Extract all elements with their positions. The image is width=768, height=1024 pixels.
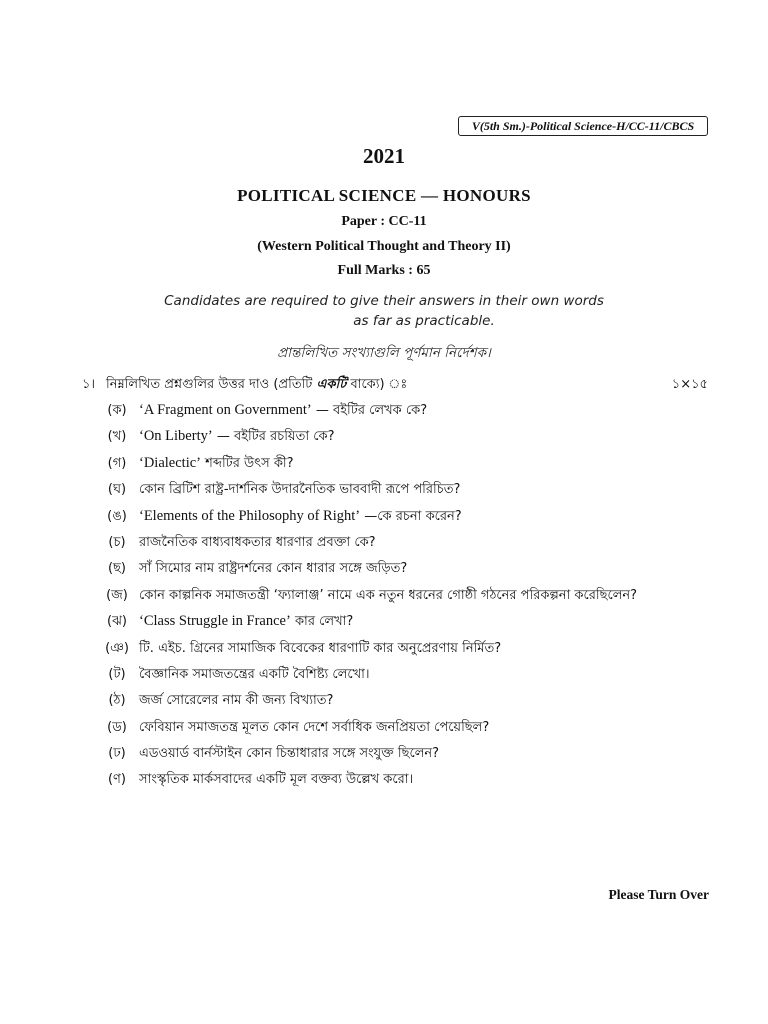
sub-question-text <box>139 718 489 739</box>
instruction-line-3: প্রান্তলিখিত সংখ্যাগুলি পূর্ণমান নির্দেশক। <box>277 345 491 361</box>
subject-title: POLITICAL SCIENCE — HONOURS <box>237 186 531 205</box>
sub-question-label: (ণ) <box>107 772 126 788</box>
sub-question-text <box>139 427 335 448</box>
sub-question-bengali: এডওয়ার্ড বার্নস্টাইন কোন চিন্তাধারার সঙ্গে সংযুক্ত ছিলেন? <box>139 746 440 762</box>
sub-question-label: (ঝ) <box>107 614 127 630</box>
sub-question-label: (ড) <box>107 719 127 735</box>
sub-question-item <box>0 586 768 612</box>
sub-question-text <box>139 770 413 791</box>
sub-question-list <box>0 401 768 797</box>
sub-question-bengali: কোন কাল্পনিক সমাজতন্ত্রী ‘ফ্যালাঞ্জ’ নামে এক নতুন ধরনের গোষ্ঠী গঠনের পরিকল্পনা করেছিলেন? <box>139 587 638 603</box>
sub-question-bengali: ফেবিয়ান সমাজতন্ত্র মূলত কোন দেশে সর্বাধিক জনপ্রিয়তা পেয়েছিল? <box>139 719 490 735</box>
sub-question-item <box>0 612 768 638</box>
sub-question-item <box>0 691 768 717</box>
sub-question-bengali: শব্দটির উৎস কী? <box>201 455 294 471</box>
question-text-post: বাক্যে) ঃ <box>346 377 408 392</box>
sub-question-text <box>139 586 637 607</box>
sub-question-text <box>139 507 462 528</box>
sub-question-text <box>139 691 333 712</box>
sub-question-item <box>0 427 768 453</box>
sub-question-bengali: জর্জ সোরেলের নাম কী জন্য বিখ্যাত? <box>139 693 334 709</box>
sub-question-english: ‘On Liberty’ <box>139 428 213 445</box>
question-marks: ১×১৫ <box>671 377 708 392</box>
exam-year: 2021 <box>363 144 405 168</box>
sub-question-text <box>139 559 407 580</box>
sub-question-item <box>0 401 768 427</box>
sub-question-english: ‘Class Struggle in France’ <box>139 613 291 630</box>
sub-question-text <box>139 744 439 765</box>
sub-question-label: (ঠ) <box>108 693 126 709</box>
sub-question-text <box>139 665 370 686</box>
sub-question-bengali: — বইটির লেখক কে? <box>311 403 428 418</box>
question-number: ১। <box>82 377 96 392</box>
sub-question-bengali: সাঁ সিমোর নাম রাষ্ট্রদর্শনের কোন ধারার সঙ্গে জড়িত? <box>139 561 408 577</box>
paper-number: Paper : CC-11 <box>341 214 427 229</box>
instruction-line-1: Candidates are required to give their answers in their own words <box>164 293 604 309</box>
sub-question-bengali: —কে রচনা করেন? <box>360 508 462 524</box>
sub-question-item <box>0 718 768 744</box>
sub-question-bengali: বৈজ্ঞানিক সমাজতন্ত্রের একটি বৈশিষ্ট্য লেখো। <box>139 666 370 682</box>
sub-question-text <box>139 454 294 475</box>
paper-theory-title: (Western Political Thought and Theory II) <box>257 239 511 254</box>
sub-question-item <box>0 533 768 559</box>
sub-question-item <box>0 454 768 480</box>
sub-question-english: ‘Dialectic’ <box>139 454 201 471</box>
please-turn-over: Please Turn Over <box>608 887 709 902</box>
sub-question-text <box>139 612 353 633</box>
sub-question-item <box>0 559 768 585</box>
sub-question-bengali: কার লেখা? <box>290 614 354 630</box>
question-text-pre: নিম্নলিখিত প্রশ্নগুলির উত্তর দাও (প্রতিটি <box>106 377 317 392</box>
paper-code-box: V(5th Sm.)-Political Science-H/CC-11/CBCS <box>458 116 708 136</box>
sub-question-label: (ঘ) <box>107 482 127 498</box>
sub-question-text <box>139 401 427 422</box>
question-row <box>72 375 708 393</box>
sub-question-item <box>0 507 768 533</box>
sub-question-label: (গ) <box>107 455 127 471</box>
sub-question-label: (ঞ) <box>105 640 129 656</box>
sub-question-label: (ঙ) <box>107 508 127 524</box>
sub-question-label: (ঢ) <box>108 746 126 762</box>
instruction-line-2: as far as practicable. <box>353 313 495 329</box>
sub-question-item <box>0 744 768 770</box>
full-marks: Full Marks : 65 <box>337 263 431 278</box>
sub-question-label: (খ) <box>107 429 127 445</box>
sub-question-bengali: রাজনৈতিক বাধ্যবাধকতার ধারণার প্রবক্তা কে? <box>139 534 376 550</box>
sub-question-item <box>0 480 768 506</box>
sub-question-bengali: টি. এইচ. গ্রিনের সামাজিক বিবেকের ধারণাটি কার অনুপ্রেরণায় নির্মিত? <box>139 640 502 656</box>
sub-question-english: ‘Elements of the Philosophy of Right’ <box>139 507 361 524</box>
sub-question-text <box>139 480 460 501</box>
sub-question-bengali: সাংস্কৃতিক মার্কসবাদের একটি মূল বক্তব্য উল্লেখ করো। <box>139 772 414 788</box>
sub-question-label: (ছ) <box>107 561 127 577</box>
sub-question-item <box>0 639 768 665</box>
sub-question-label: (ক) <box>107 403 127 418</box>
sub-question-item <box>0 770 768 796</box>
sub-question-english: ‘A Fragment on Government’ <box>139 402 312 418</box>
sub-question-bengali: কোন ব্রিটিশ রাষ্ট্র-দার্শনিক উদারনৈতিক ভাববাদী রূপে পরিচিত? <box>139 482 461 498</box>
sub-question-label: (চ) <box>108 534 126 550</box>
sub-question-text <box>139 533 376 554</box>
question-text <box>106 375 407 396</box>
sub-question-label: (ট) <box>108 666 126 682</box>
sub-question-item <box>0 665 768 691</box>
question-text-bold: একটি <box>316 377 347 392</box>
sub-question-text <box>139 639 501 660</box>
sub-question-label: (জ) <box>106 587 128 603</box>
sub-question-bengali: — বইটির রচয়িতা কে? <box>212 429 335 445</box>
